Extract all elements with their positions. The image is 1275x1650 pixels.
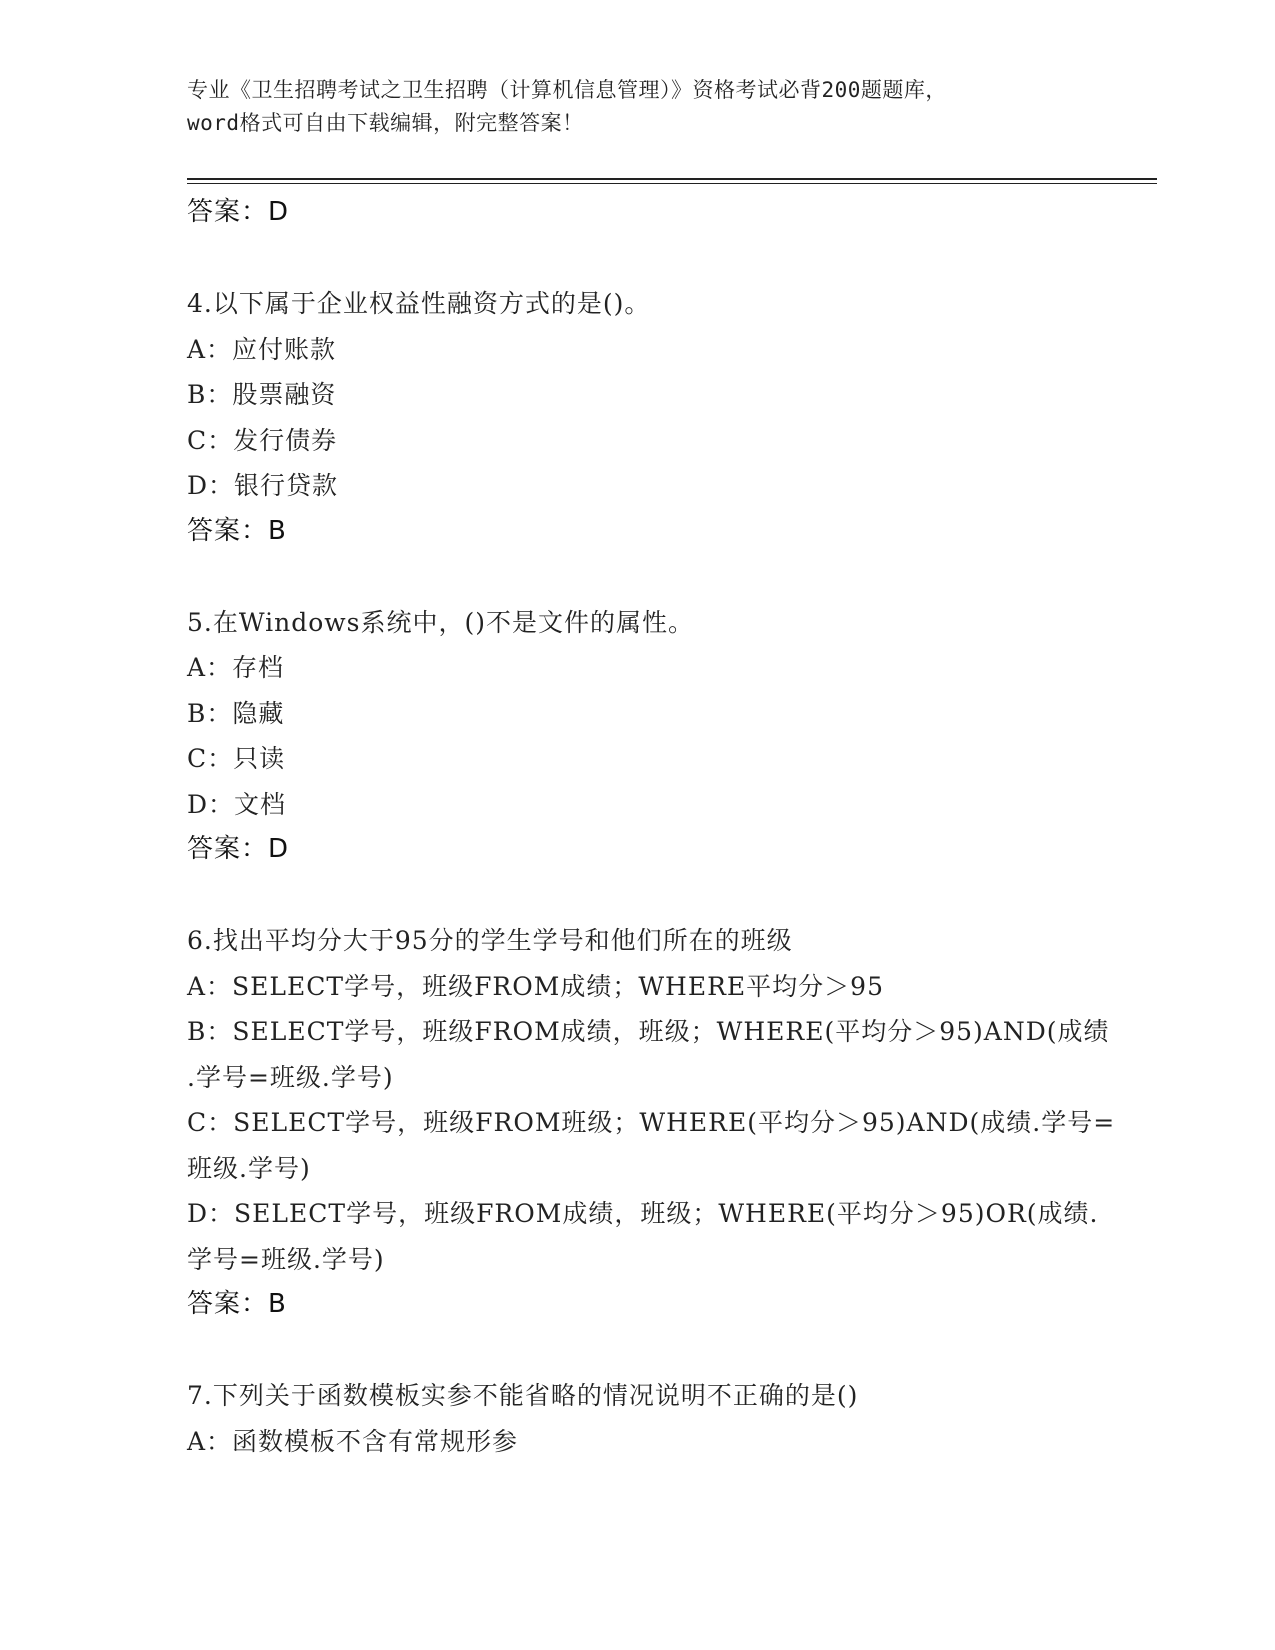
spacer [187, 236, 1087, 282]
spacer [187, 873, 1087, 919]
option-b: B：隐藏 [187, 698, 285, 728]
option-b: B：股票融资 [187, 380, 337, 409]
question-6 [187, 918, 1116, 1328]
spacer [187, 554, 1087, 600]
question-5 [187, 600, 1087, 873]
header-rule-thick [187, 178, 1157, 180]
option-d: D：SELECT学号，班级FROM成绩，班级；WHERE(平均分＞95)OR(成绩. [187, 1199, 1099, 1228]
option-d-continued: 学号=班级.学号) [187, 1244, 385, 1274]
answer-line: 答案：D [187, 197, 290, 227]
option-b-continued: .学号=班级.学号) [187, 1062, 394, 1092]
question-7 [187, 1373, 1087, 1464]
header-line-2: word格式可自由下载编辑，附完整答案！ [187, 111, 584, 135]
option-d: D：文档 [187, 789, 287, 819]
option-c: C：SELECT学号，班级FROM班级；WHERE(平均分＞95)AND(成绩.学号= [187, 1108, 1116, 1137]
question-list [187, 190, 1116, 1464]
option-a: A：函数模板不含有常规形参 [187, 1426, 519, 1456]
document-header [187, 74, 1087, 140]
question-text: 5.在Windows系统中，()不是文件的属性。 [187, 607, 694, 637]
option-d: D：银行贷款 [187, 471, 339, 500]
answer-line: 答案：B [187, 515, 287, 546]
option-b: B：SELECT学号，班级FROM成绩，班级；WHERE(平均分＞95)AND(成绩 [187, 1017, 1110, 1046]
option-a: A：存档 [187, 653, 285, 682]
option-c-continued: 班级.学号) [187, 1153, 311, 1183]
question-4 [187, 281, 1087, 554]
answer-line: 答案：D [187, 834, 290, 864]
answer-line: 答案：B [187, 1289, 287, 1319]
header-rule-thin [187, 183, 1157, 184]
question-text: 6.找出平均分大于95分的学生学号和他们所在的班级 [187, 926, 793, 955]
question-text: 4.以下属于企业权益性融资方式的是()。 [187, 289, 651, 318]
option-c: C：发行债券 [187, 425, 338, 455]
option-a: A：SELECT学号，班级FROM成绩；WHERE平均分＞95 [187, 971, 884, 1001]
spacer [187, 1328, 1087, 1374]
option-a: A：应付账款 [187, 334, 337, 364]
question-text: 7.下列关于函数模板实参不能省略的情况说明不正确的是() [187, 1381, 859, 1410]
header-line-1: 专业《卫生招聘考试之卫生招聘（计算机信息管理）》资格考试必背200题题库， [187, 78, 947, 102]
option-c: C：只读 [187, 744, 286, 773]
